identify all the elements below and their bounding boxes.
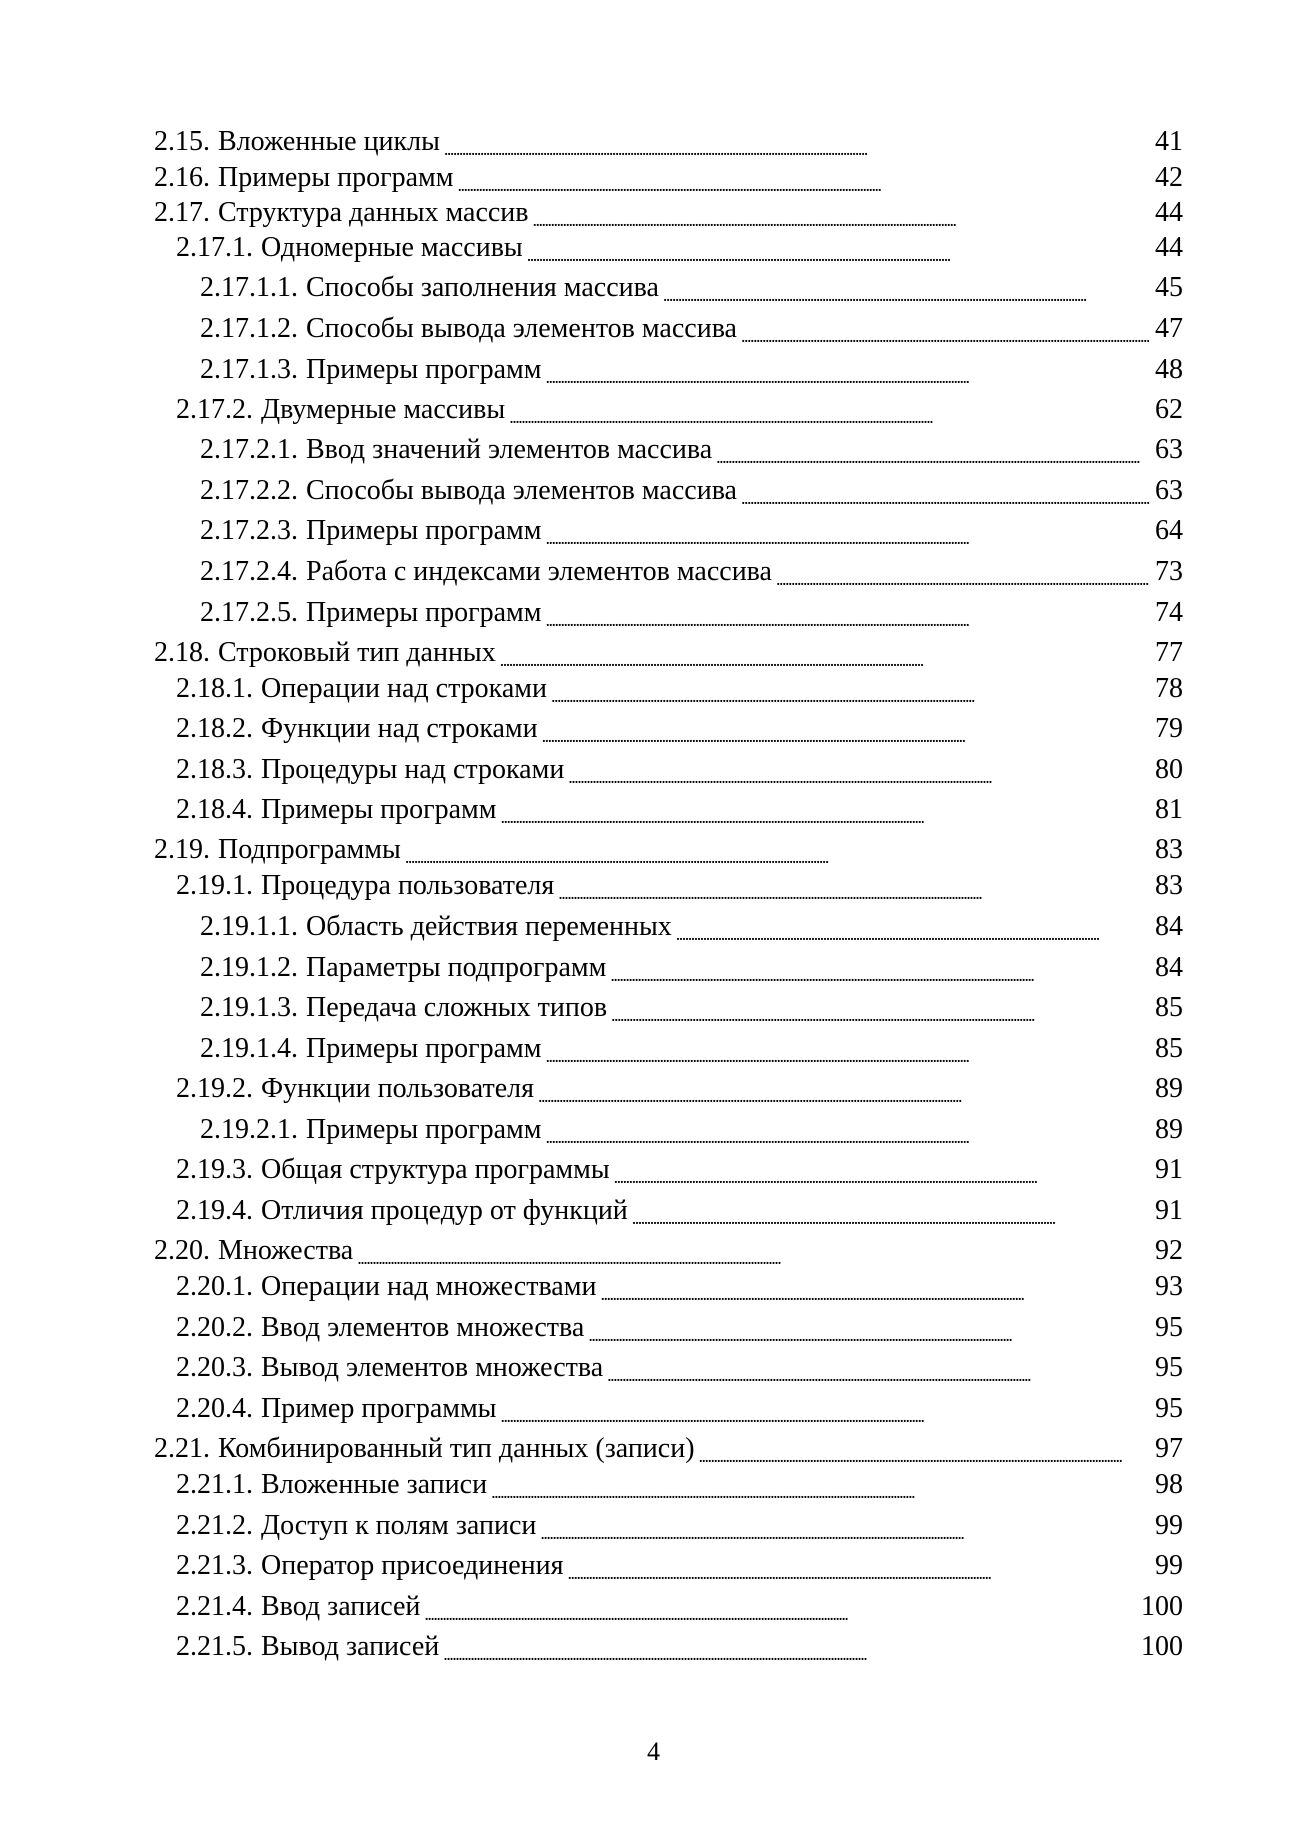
toc-entry-page: 44 [1155, 197, 1183, 228]
toc-entry-title: Комбинированный тип данных (записи) [218, 1433, 695, 1464]
toc-entry [200, 554, 1183, 590]
toc-entry [176, 392, 1183, 428]
toc-entry-number: 2.19.1.4. [200, 1033, 298, 1064]
toc-entry-page: 100 [1141, 1631, 1183, 1662]
dot-leader [501, 1391, 1150, 1427]
toc-entry-title: Функции пользователя [261, 1073, 534, 1104]
toc-entry [176, 1193, 1183, 1229]
dot-leader [614, 1152, 1149, 1188]
dot-leader [546, 1112, 1150, 1148]
toc-entry-number: 2.17.2.1. [200, 434, 298, 465]
toc-entry-number: 2.21.4. [176, 1591, 253, 1622]
dot-leader [443, 1629, 1135, 1665]
toc-entry-number: 2.16. [154, 162, 210, 193]
toc-entry-number: 2.20.2. [176, 1312, 253, 1343]
toc-entry-title: Структура данных массив [218, 197, 529, 228]
toc-entry-title: Операции над множествами [261, 1271, 597, 1302]
toc-entry-page: 89 [1155, 1114, 1183, 1145]
toc-entry-title: Процедуры над строками [261, 754, 565, 785]
dot-leader [546, 352, 1150, 388]
toc-entry [176, 1269, 1183, 1305]
toc-entry-page: 93 [1155, 1271, 1183, 1302]
toc-entry-number: 2.19.2. [176, 1073, 253, 1104]
toc-entry [176, 1548, 1183, 1584]
toc-entry-number: 2.20.4. [176, 1393, 253, 1424]
toc-entry-page: 80 [1155, 754, 1183, 785]
dot-leader [546, 595, 1150, 631]
toc-entry-title: Отличия процедур от функций [261, 1195, 628, 1226]
toc-entry-number: 2.17.2.3. [200, 515, 298, 546]
toc-entry-number: 2.19.4. [176, 1195, 253, 1226]
toc-entry-number: 2.15. [154, 126, 210, 157]
toc-entry-title: Примеры программ [306, 597, 542, 628]
toc-entry-title: Оператор присоединения [261, 1550, 564, 1581]
toc-entry [176, 792, 1183, 828]
toc-entry [176, 230, 1183, 266]
toc-entry-page: 63 [1155, 434, 1183, 465]
toc-entry-page: 47 [1155, 313, 1183, 344]
toc-entry [200, 432, 1183, 468]
toc-entry [154, 160, 1183, 196]
toc-entry-number: 2.17.1.2. [200, 313, 298, 344]
toc-entry-page: 99 [1155, 1550, 1183, 1581]
toc-entry-page: 85 [1155, 992, 1183, 1023]
toc-entry-title: Ввод записей [261, 1591, 421, 1622]
toc-entry [176, 1467, 1183, 1503]
toc-entry [200, 950, 1183, 986]
toc-entry [176, 1589, 1183, 1625]
toc-entry-page: 83 [1155, 870, 1183, 901]
toc-entry-page: 95 [1155, 1352, 1183, 1383]
dot-leader [542, 711, 1149, 747]
toc-entry-number: 2.17.1.3. [200, 354, 298, 385]
dot-leader [676, 909, 1149, 945]
toc-entry [154, 195, 1183, 231]
dot-leader [588, 1310, 1149, 1346]
toc-entry [154, 1233, 1183, 1269]
dot-leader [611, 990, 1149, 1026]
toc-entry-number: 2.17.2.4. [200, 556, 298, 587]
toc-entry [200, 473, 1183, 509]
toc-entry [176, 1629, 1183, 1665]
toc-entry-page: 73 [1155, 556, 1183, 587]
toc-entry-page: 44 [1155, 232, 1183, 263]
toc-entry-number: 2.18.1. [176, 673, 253, 704]
toc-entry-page: 64 [1155, 515, 1183, 546]
page-number: 4 [647, 1737, 660, 1766]
toc-entry [176, 1152, 1183, 1188]
dot-leader [776, 554, 1149, 590]
dot-leader [357, 1233, 1149, 1269]
toc-entry-title: Операции над строками [261, 673, 547, 704]
toc-entry [200, 990, 1183, 1026]
toc-entry-page: 99 [1155, 1510, 1183, 1541]
toc-entry-title: Подпрограммы [218, 834, 401, 865]
toc-entry [154, 1431, 1183, 1467]
toc-entry-page: 97 [1155, 1433, 1183, 1464]
toc-entry-title: Способы вывода элементов массива [306, 313, 737, 344]
toc-entry-title: Одномерные массивы [261, 232, 523, 263]
toc-entry-title: Примеры программ [261, 794, 497, 825]
toc-entry-number: 2.21.1. [176, 1469, 253, 1500]
toc-entry-title: Примеры программ [306, 354, 542, 385]
toc-entry-number: 2.18.3. [176, 754, 253, 785]
toc-entry-title: Функции над строками [261, 713, 538, 744]
toc-entry [200, 311, 1183, 347]
dot-leader [741, 473, 1149, 509]
toc-entry-number: 2.21.2. [176, 1510, 253, 1541]
toc-entry-number: 2.20.1. [176, 1271, 253, 1302]
toc-entry-page: 91 [1155, 1154, 1183, 1185]
toc-entry-title: Ввод значений элементов массива [306, 434, 713, 465]
toc-entry-page: 78 [1155, 673, 1183, 704]
toc-entry [176, 1391, 1183, 1427]
toc-entry-page: 41 [1155, 126, 1183, 157]
dot-leader [741, 311, 1149, 347]
toc-entry-title: Работа с индексами элементов массива [306, 556, 772, 587]
toc-entry-number: 2.21.3. [176, 1550, 253, 1581]
dot-leader [716, 432, 1149, 468]
toc-entry [154, 832, 1183, 868]
toc-entry [200, 1031, 1183, 1067]
toc-entry-page: 81 [1155, 794, 1183, 825]
toc-entry-page: 84 [1155, 952, 1183, 983]
dot-leader [540, 1508, 1149, 1544]
toc-entry [200, 1112, 1183, 1148]
toc-entry-title: Вывод записей [261, 1631, 440, 1662]
dot-leader [546, 513, 1150, 549]
toc-entry-page: 95 [1155, 1393, 1183, 1424]
dot-leader [558, 868, 1149, 904]
toc-entry-number: 2.19. [154, 834, 210, 865]
toc-entry-number: 2.19.2.1. [200, 1114, 298, 1145]
dot-leader [527, 230, 1149, 266]
dot-leader [607, 1350, 1149, 1386]
toc-entry-page: 63 [1155, 475, 1183, 506]
dot-leader [458, 160, 1150, 196]
toc-entry [176, 868, 1183, 904]
toc-entry-number: 2.17. [154, 197, 210, 228]
toc-entry-title: Примеры программ [218, 162, 454, 193]
toc-entry-title: Параметры подпрограмм [306, 952, 607, 983]
toc-entry-number: 2.17.2. [176, 394, 253, 425]
dot-leader [533, 195, 1149, 231]
toc-entry-page: 98 [1155, 1469, 1183, 1500]
toc-entry-number: 2.17.1.1. [200, 272, 298, 303]
dot-leader [600, 1269, 1149, 1305]
toc-entry-page: 84 [1155, 911, 1183, 942]
dot-leader [500, 635, 1149, 671]
toc-entry-number: 2.20. [154, 1235, 210, 1266]
toc-entry-number: 2.20.3. [176, 1352, 253, 1383]
toc-entry-number: 2.21. [154, 1433, 210, 1464]
dot-leader [610, 950, 1149, 986]
dot-leader [501, 792, 1150, 828]
toc-entry [154, 124, 1183, 160]
dot-leader [699, 1431, 1149, 1467]
dot-leader [444, 124, 1149, 160]
dot-leader [551, 671, 1149, 707]
toc-entry [176, 752, 1183, 788]
toc-entry-title: Общая структура программы [261, 1154, 610, 1185]
toc-entry-number: 2.19.1.2. [200, 952, 298, 983]
toc-entry-page: 42 [1155, 162, 1183, 193]
toc-entry-number: 2.19.3. [176, 1154, 253, 1185]
toc-entry-page: 74 [1155, 597, 1183, 628]
toc-entry-title: Строковый тип данных [218, 637, 496, 668]
dot-leader [424, 1589, 1135, 1625]
dot-leader [663, 270, 1149, 306]
toc-entry-number: 2.18.2. [176, 713, 253, 744]
dot-leader [546, 1031, 1150, 1067]
toc-entry-title: Множества [218, 1235, 354, 1266]
toc-entry-title: Способы заполнения массива [306, 272, 659, 303]
toc-entry [200, 270, 1183, 306]
toc-entry-page: 45 [1155, 272, 1183, 303]
toc-entry-number: 2.19.1.3. [200, 992, 298, 1023]
toc-entry [176, 711, 1183, 747]
dot-leader [405, 832, 1149, 868]
toc-entry-page: 100 [1141, 1591, 1183, 1622]
toc-entry-title: Передача сложных типов [306, 992, 608, 1023]
toc-entry [154, 635, 1183, 671]
toc-entry-page: 85 [1155, 1033, 1183, 1064]
toc-entry-page: 92 [1155, 1235, 1183, 1266]
toc-entry-number: 2.17.2.5. [200, 597, 298, 628]
toc-entry-number: 2.17.2.2. [200, 475, 298, 506]
toc-entry-page: 83 [1155, 834, 1183, 865]
toc-entry [176, 1310, 1183, 1346]
toc-entry-page: 77 [1155, 637, 1183, 668]
toc-entry-page: 79 [1155, 713, 1183, 744]
toc-entry-page: 95 [1155, 1312, 1183, 1343]
toc-entry [200, 352, 1183, 388]
toc-entry-title: Вывод элементов множества [261, 1352, 604, 1383]
toc-entry-page: 48 [1155, 354, 1183, 385]
toc-entry-title: Доступ к полям записи [261, 1510, 537, 1541]
toc-entry-title: Примеры программ [306, 1114, 542, 1145]
toc-entry [200, 909, 1183, 945]
toc-entry-page: 91 [1155, 1195, 1183, 1226]
toc-entry-number: 2.21.5. [176, 1631, 253, 1662]
toc-entry-number: 2.17.1. [176, 232, 253, 263]
toc-entry [200, 595, 1183, 631]
toc-entry [176, 1508, 1183, 1544]
toc-entry-number: 2.18.4. [176, 794, 253, 825]
toc-entry-number: 2.19.1.1. [200, 911, 298, 942]
toc-entry [176, 1350, 1183, 1386]
dot-leader [491, 1467, 1149, 1503]
toc-entry-title: Вложенные циклы [218, 126, 440, 157]
dot-leader [568, 1548, 1150, 1584]
toc-entry-title: Вложенные записи [261, 1469, 488, 1500]
toc-entry-title: Примеры программ [306, 1033, 542, 1064]
dot-leader [632, 1193, 1149, 1229]
toc-entry-page: 89 [1155, 1073, 1183, 1104]
toc-entry-title: Двумерные массивы [261, 394, 506, 425]
toc-entry [176, 671, 1183, 707]
toc-entry-title: Процедура пользователя [261, 870, 555, 901]
dot-leader [509, 392, 1149, 428]
toc-entry-title: Пример программы [261, 1393, 497, 1424]
toc-entry-number: 2.18. [154, 637, 210, 668]
toc-entry-title: Способы вывода элементов массива [306, 475, 737, 506]
toc-entry-number: 2.19.1. [176, 870, 253, 901]
toc-entry-title: Ввод элементов множества [261, 1312, 585, 1343]
dot-leader [568, 752, 1149, 788]
dot-leader [538, 1071, 1149, 1107]
toc-entry [200, 513, 1183, 549]
toc-entry [176, 1071, 1183, 1107]
toc-entry-title: Область действия переменных [306, 911, 672, 942]
toc-entry-page: 62 [1155, 394, 1183, 425]
toc-entry-title: Примеры программ [306, 515, 542, 546]
